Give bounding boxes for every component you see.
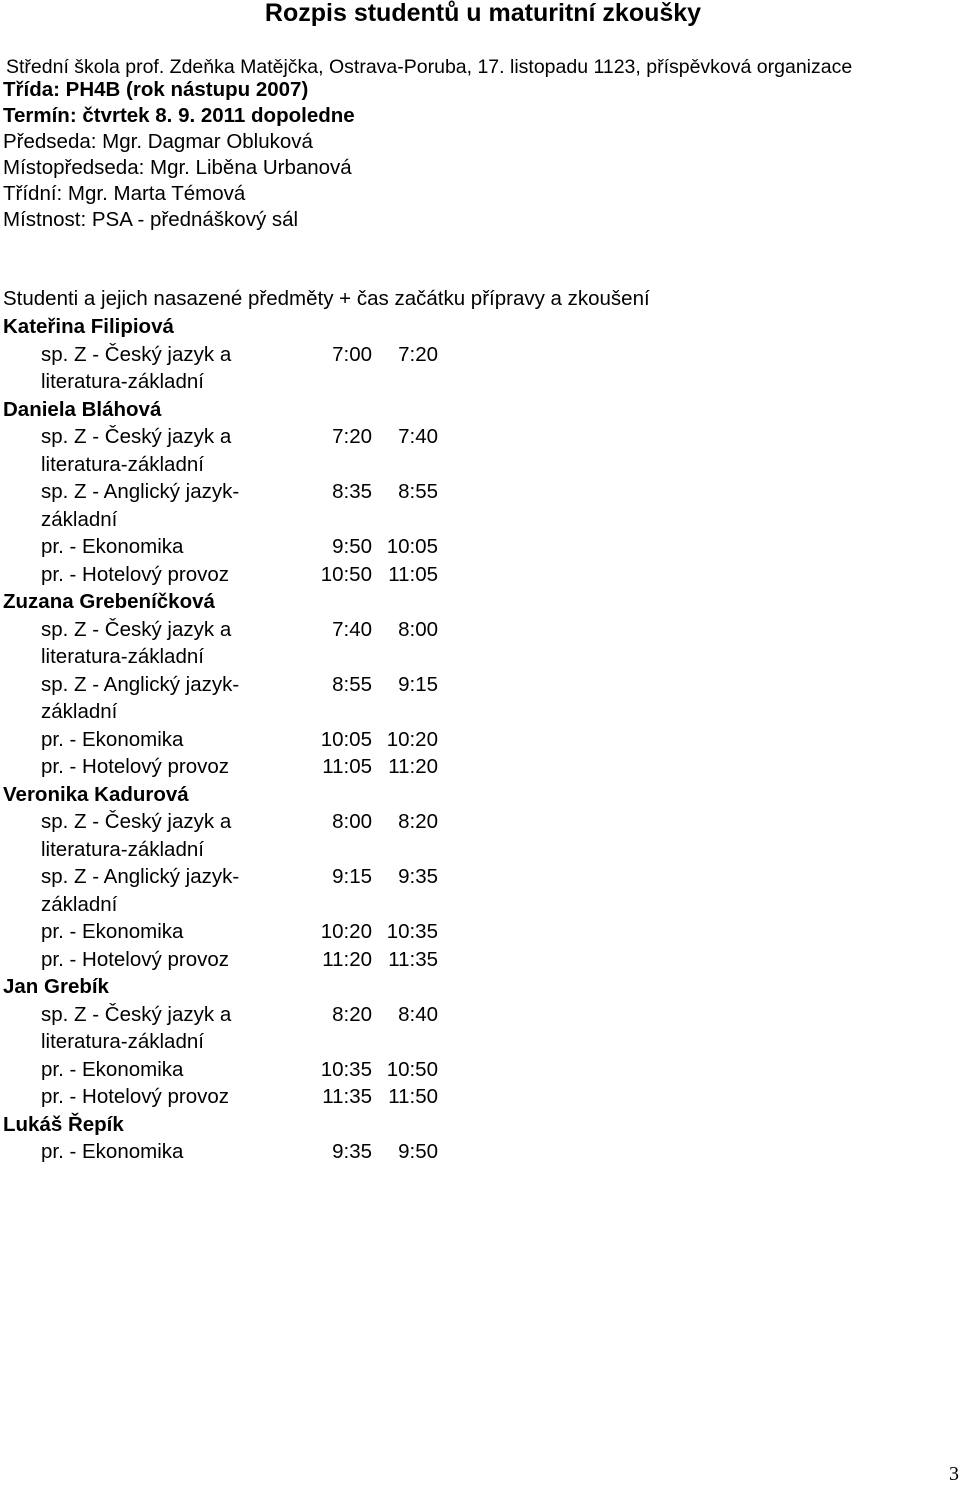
exam-start-time: 8:00 bbox=[398, 617, 438, 641]
subject-name-line: pr. - Hotelový provoz bbox=[41, 755, 229, 778]
subject-name-line: sp. Z - Český jazyk a bbox=[41, 342, 232, 366]
subject-row bbox=[3, 726, 503, 754]
term-line: Termín: čtvrtek 8. 9. 2011 dopoledne bbox=[3, 104, 355, 127]
subject-row bbox=[3, 671, 503, 726]
document-title: Rozpis studentů u maturitní zkoušky bbox=[264, 0, 702, 27]
subject-name bbox=[41, 753, 291, 781]
prep-start-time: 10:35 bbox=[320, 1057, 372, 1081]
student-name: Daniela Bláhová bbox=[3, 397, 162, 421]
vice-chair-line: Místopředseda: Mgr. Liběna Urbanová bbox=[3, 156, 352, 179]
student-block bbox=[3, 1111, 503, 1166]
exam-start-time: 10:35 bbox=[386, 920, 438, 943]
prep-start-time: 9:15 bbox=[332, 865, 372, 888]
subject-row bbox=[3, 341, 503, 396]
exam-start-time: 8:20 bbox=[398, 810, 438, 833]
student-list bbox=[3, 313, 503, 1166]
subject-name bbox=[41, 478, 291, 533]
class-teacher-line: Třídní: Mgr. Marta Témová bbox=[3, 182, 246, 205]
exam-start-time: 8:40 bbox=[398, 1002, 438, 1026]
exam-start-time: 10:20 bbox=[386, 727, 438, 751]
prep-start-time: 8:35 bbox=[332, 480, 372, 503]
exam-start-time: 9:50 bbox=[398, 1140, 438, 1163]
subject-row bbox=[3, 478, 503, 533]
subject-row bbox=[3, 1001, 503, 1056]
subject-row bbox=[3, 918, 503, 946]
subject-name bbox=[41, 533, 291, 561]
subject-row bbox=[3, 863, 503, 918]
subject-row bbox=[3, 616, 503, 671]
prep-start-time: 7:40 bbox=[332, 617, 372, 641]
exam-start-time: 10:50 bbox=[386, 1057, 438, 1081]
subject-row bbox=[3, 1083, 503, 1111]
intro-text: Studenti a jejich nasazené předměty + čas začátku přípravy a zkoušení bbox=[3, 287, 650, 310]
school-name: Střední škola prof. Zdeňka Matějčka, Ostrava-Poruba, 17. listopadu 1123, příspěvková organizace bbox=[6, 56, 853, 78]
exam-start-time: 9:35 bbox=[398, 865, 438, 888]
chair-line: Předseda: Mgr. Dagmar Obluková bbox=[3, 130, 313, 153]
student-block bbox=[3, 973, 503, 1111]
student-name: Lukáš Řepík bbox=[3, 1112, 124, 1136]
subject-name-line: sp. Z - Český jazyk a bbox=[41, 810, 232, 833]
subject-name bbox=[41, 863, 291, 918]
room-line: Místnost: PSA - přednáškový sál bbox=[3, 208, 299, 231]
student-block bbox=[3, 313, 503, 396]
subject-name bbox=[41, 671, 291, 726]
prep-start-time: 8:20 bbox=[332, 1002, 372, 1026]
subject-name bbox=[41, 1138, 291, 1166]
exam-start-time: 11:50 bbox=[388, 1085, 438, 1108]
exam-start-time: 10:05 bbox=[386, 535, 438, 558]
prep-start-time: 11:20 bbox=[322, 947, 372, 971]
subject-row bbox=[3, 808, 503, 863]
exam-start-time: 11:20 bbox=[388, 755, 438, 778]
subject-name-continuation: základní bbox=[41, 507, 118, 531]
prep-start-time: 8:55 bbox=[332, 672, 372, 696]
subject-name-line: sp. Z - Český jazyk a bbox=[41, 425, 232, 448]
subject-name-line: sp. Z - Český jazyk a bbox=[41, 617, 232, 641]
subject-row bbox=[3, 1056, 503, 1084]
subject-name bbox=[41, 341, 291, 396]
subject-name-line: sp. Z - Anglický jazyk- bbox=[41, 480, 240, 503]
subject-name bbox=[41, 918, 291, 946]
subject-name-line: pr. - Ekonomika bbox=[41, 535, 184, 558]
exam-info bbox=[3, 77, 355, 233]
prep-start-time: 10:20 bbox=[320, 920, 372, 943]
subject-name bbox=[41, 726, 291, 754]
prep-start-time: 9:35 bbox=[332, 1140, 372, 1163]
subject-name bbox=[41, 561, 291, 589]
subject-row bbox=[3, 753, 503, 781]
subject-name bbox=[41, 1056, 291, 1084]
subject-name-line: pr. - Ekonomika bbox=[41, 920, 184, 943]
exam-start-time: 11:35 bbox=[388, 947, 438, 971]
student-block bbox=[3, 396, 503, 589]
subject-name-line: sp. Z - Anglický jazyk- bbox=[41, 865, 240, 888]
subject-name-line: sp. Z - Český jazyk a bbox=[41, 1002, 232, 1026]
class-line: Třída: PH4B (rok nástupu 2007) bbox=[3, 78, 309, 101]
student-name: Kateřina Filipiová bbox=[3, 315, 174, 338]
subject-row bbox=[3, 423, 503, 478]
subject-name-line: pr. - Ekonomika bbox=[41, 727, 184, 751]
subject-name bbox=[41, 808, 291, 863]
subject-row bbox=[3, 561, 503, 589]
subject-name-continuation: základní bbox=[41, 892, 118, 916]
subject-row bbox=[3, 1138, 503, 1166]
prep-start-time: 7:20 bbox=[332, 425, 372, 448]
subject-name-line: pr. - Hotelový provoz bbox=[41, 1085, 229, 1108]
subject-row bbox=[3, 946, 503, 974]
subject-name-continuation: základní bbox=[41, 700, 118, 723]
subject-name-continuation: literatura-základní bbox=[41, 370, 204, 393]
prep-start-time: 10:05 bbox=[320, 727, 372, 751]
student-block bbox=[3, 781, 503, 974]
subject-name-continuation: literatura-základní bbox=[41, 452, 204, 476]
prep-start-time: 11:35 bbox=[322, 1085, 372, 1108]
subject-name-line: pr. - Ekonomika bbox=[41, 1057, 184, 1081]
prep-start-time: 7:00 bbox=[332, 342, 372, 366]
subject-name bbox=[41, 1001, 291, 1056]
subject-row bbox=[3, 533, 503, 561]
subject-name bbox=[41, 946, 291, 974]
subject-name-continuation: literatura-základní bbox=[41, 1030, 204, 1053]
student-name: Veronika Kadurová bbox=[3, 782, 189, 806]
subject-name bbox=[41, 616, 291, 671]
prep-start-time: 11:05 bbox=[322, 755, 372, 778]
subject-name bbox=[41, 1083, 291, 1111]
exam-start-time: 8:55 bbox=[398, 480, 438, 503]
subject-name-line: pr. - Hotelový provoz bbox=[41, 562, 229, 586]
prep-start-time: 10:50 bbox=[320, 562, 372, 586]
subject-name-line: pr. - Ekonomika bbox=[41, 1140, 184, 1163]
subject-name-line: sp. Z - Anglický jazyk- bbox=[41, 672, 240, 696]
page-number: 3 bbox=[949, 1463, 959, 1485]
subject-name-line: pr. - Hotelový provoz bbox=[41, 947, 229, 971]
exam-start-time: 7:40 bbox=[398, 425, 438, 448]
prep-start-time: 9:50 bbox=[332, 535, 372, 558]
subject-name-continuation: literatura-základní bbox=[41, 645, 204, 668]
student-name: Zuzana Grebeníčková bbox=[3, 590, 215, 613]
exam-start-time: 9:15 bbox=[398, 672, 438, 696]
prep-start-time: 8:00 bbox=[332, 810, 372, 833]
subject-name-continuation: literatura-základní bbox=[41, 837, 204, 861]
exam-start-time: 11:05 bbox=[388, 562, 438, 586]
exam-start-time: 7:20 bbox=[398, 342, 438, 366]
student-name: Jan Grebík bbox=[3, 975, 109, 998]
subject-name bbox=[41, 423, 291, 478]
student-block bbox=[3, 588, 503, 781]
